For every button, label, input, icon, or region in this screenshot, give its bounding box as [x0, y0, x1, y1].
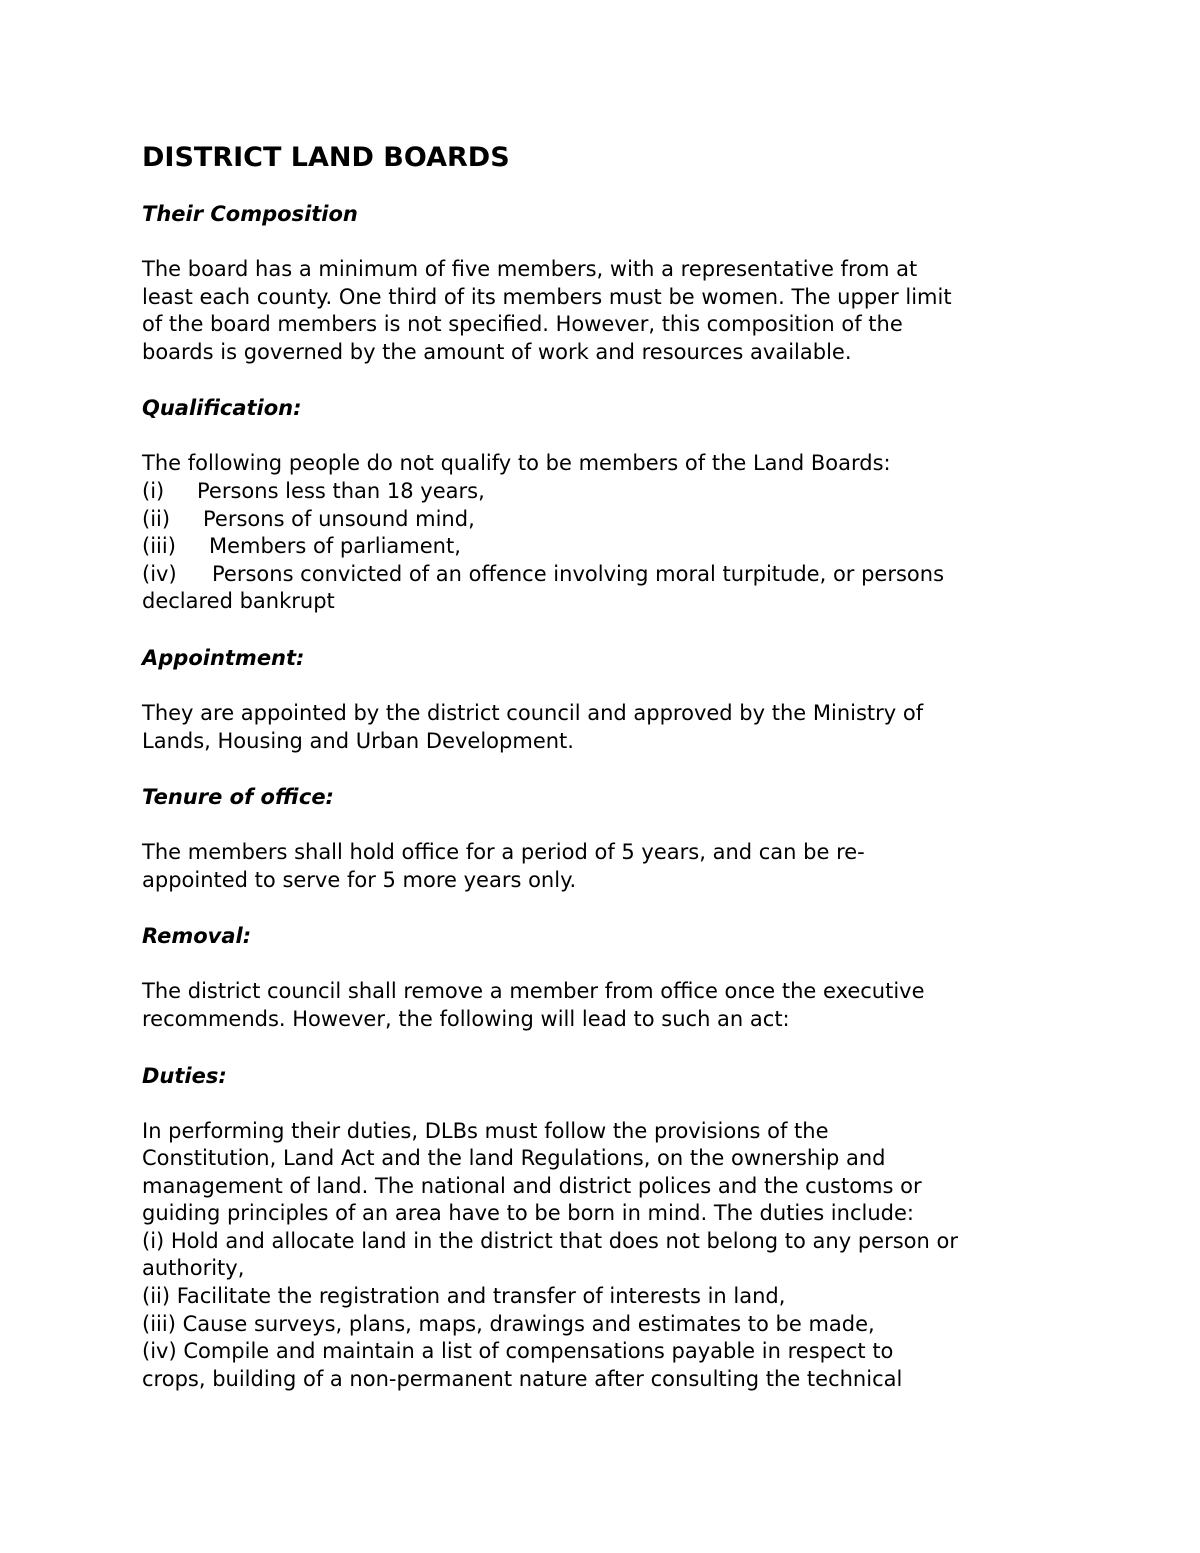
- paragraph-qualification: [142, 450, 1072, 616]
- list-number: (iv): [142, 561, 177, 586]
- qualification-intro: The following people do not qualify to be members of the Land Boards:: [142, 451, 891, 476]
- heading-removal: Removal:: [142, 924, 252, 949]
- heading-qualification: Qualification:: [142, 396, 302, 421]
- text-line: Lands, Housing and Urban Development.: [142, 728, 574, 753]
- list-number: (iii): [142, 534, 176, 559]
- text-line: of the board members is not specified. However, this composition of the: [142, 312, 903, 337]
- text-line: crops, building of a non-permanent nature after consulting the technical: [142, 1366, 903, 1391]
- heading-duties: Duties:: [142, 1063, 227, 1088]
- paragraph-duties: [142, 1118, 1072, 1394]
- heading-composition: Their Composition: [142, 202, 358, 226]
- text-line: boards is governed by the amount of work and resources available.: [142, 339, 852, 364]
- text-line: They are appointed by the district council and approved by the Ministry of: [142, 700, 924, 725]
- list-number: (i): [142, 478, 165, 503]
- list-item: [142, 561, 1072, 589]
- text-line: In performing their duties, DLBs must follow the provisions of the: [142, 1118, 829, 1143]
- text-line: recommends. However, the following will lead to such an act:: [142, 1006, 790, 1031]
- paragraph-appointment: [142, 700, 1072, 755]
- heading-tenure: Tenure of office:: [142, 785, 334, 810]
- text-line: The board has a minimum of five members, with a representative from at: [142, 257, 918, 281]
- text-line: management of land. The national and district polices and the customs or: [142, 1173, 922, 1198]
- text-line: appointed to serve for 5 more years only.: [142, 867, 577, 892]
- text-line: Constitution, Land Act and the land Regulations, on the ownership and: [142, 1146, 886, 1171]
- list-number: (ii): [142, 506, 171, 531]
- text-line: least each county. One third of its members must be women. The upper limit: [142, 284, 952, 309]
- text-line: guiding principles of an area have to be born in mind. The duties include:: [142, 1201, 914, 1226]
- document-page: [142, 138, 1072, 1421]
- heading-appointment: Appointment:: [142, 645, 305, 670]
- paragraph-removal: [142, 978, 1072, 1033]
- text-line: (iii) Cause surveys, plans, maps, drawings and estimates to be made,: [142, 1311, 875, 1336]
- text-line: (i) Hold and allocate land in the district that does not belong to any person or: [142, 1228, 958, 1253]
- list-text: Persons of unsound mind,: [203, 506, 475, 531]
- list-item: [142, 533, 1072, 561]
- list-text: Persons less than 18 years,: [197, 478, 485, 503]
- list-continuation: declared bankrupt: [142, 589, 335, 614]
- text-line: The district council shall remove a member from office once the executive: [142, 979, 925, 1004]
- text-line: The members shall hold office for a period of 5 years, and can be re-: [142, 840, 865, 865]
- text-line: (ii) Facilitate the registration and transfer of interests in land,: [142, 1284, 786, 1309]
- document-title: DISTRICT LAND BOARDS: [142, 142, 510, 173]
- list-item: [142, 478, 1072, 506]
- paragraph-composition: [142, 256, 1072, 366]
- text-line: authority,: [142, 1256, 245, 1281]
- list-item: [142, 506, 1072, 534]
- list-text: Members of parliament,: [209, 534, 461, 559]
- paragraph-tenure: [142, 839, 1072, 894]
- list-text: Persons convicted of an offence involving moral turpitude, or persons: [212, 561, 945, 586]
- text-line: (iv) Compile and maintain a list of compensations payable in respect to: [142, 1339, 894, 1364]
